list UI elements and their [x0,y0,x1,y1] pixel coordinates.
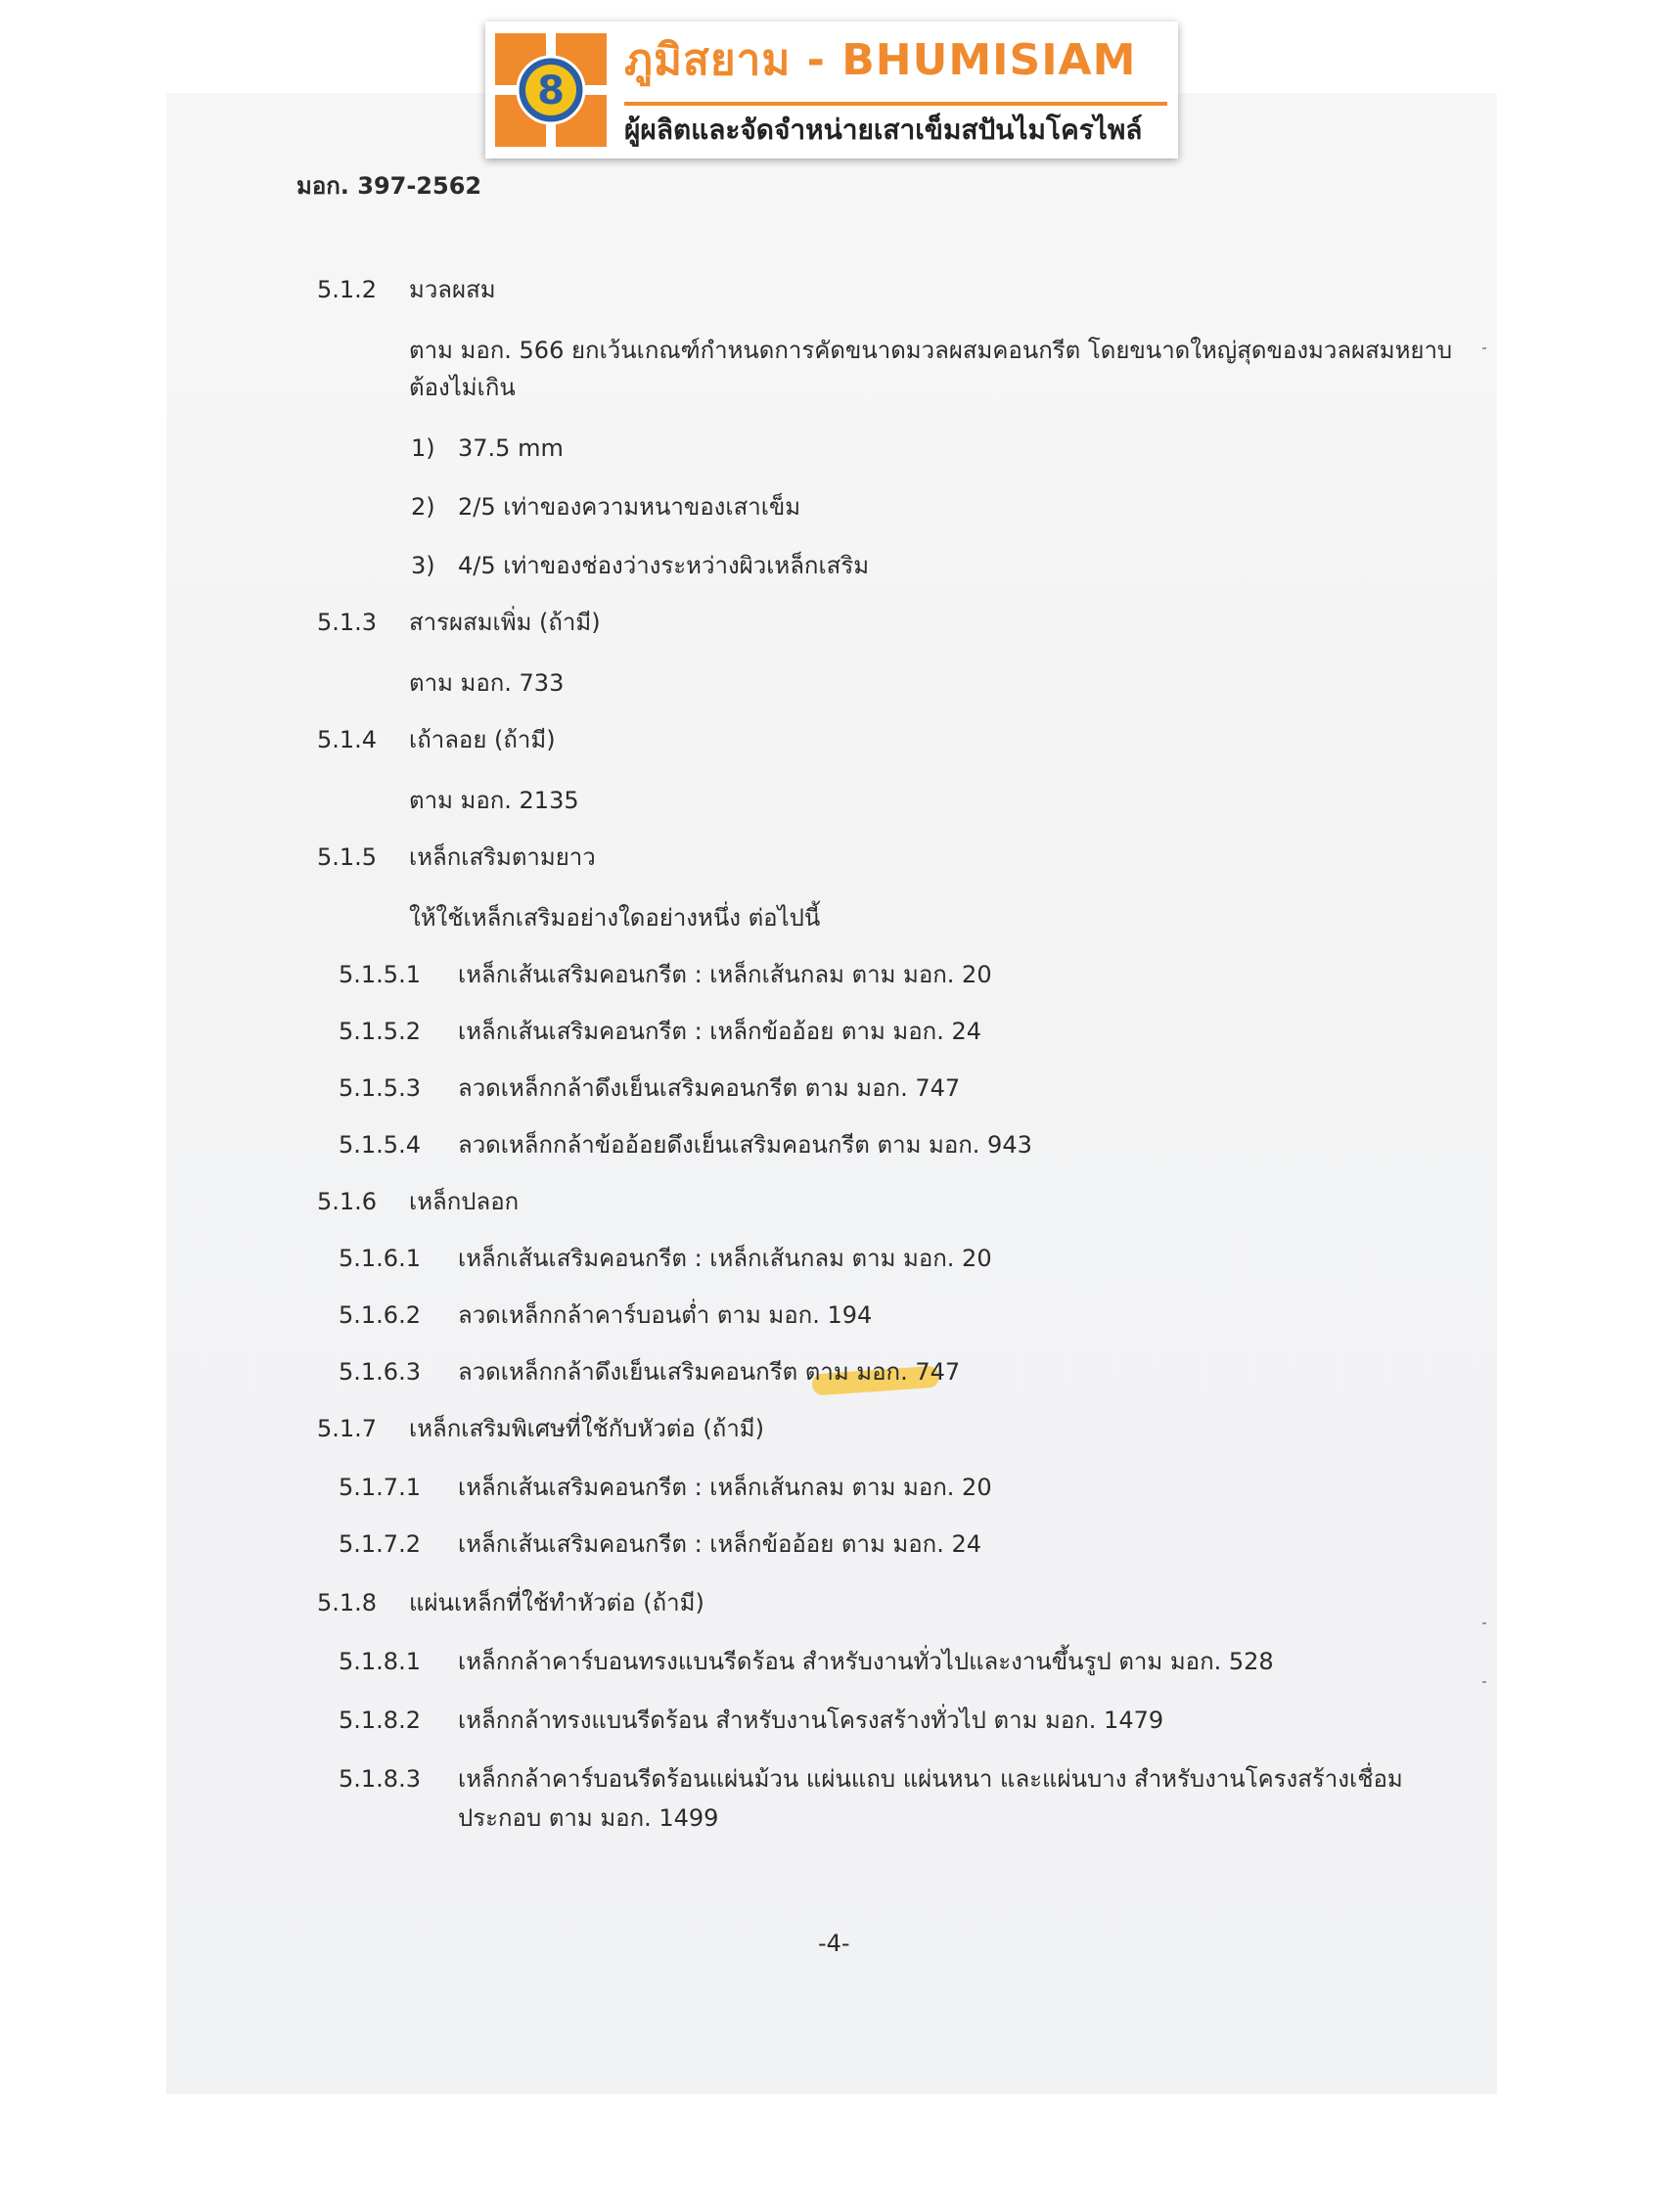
logo-glyph: 8 [537,68,565,114]
company-logo-banner [485,22,1178,159]
list-item-number: 3) [411,552,435,579]
section-title: สารผสมเพิ่ม (ถ้ามี) [409,609,601,636]
subsection-number: 5.1.7.1 [339,1474,421,1501]
paragraph: ให้ใช้เหล็กเสริมอย่างใดอย่างหนึ่ง ต่อไปนี้ [409,904,821,932]
logo-subtitle: ผู้ผลิตและจัดจำหน่ายเสาเข็มสปันไมโครไพล์ [624,114,1143,146]
section-title: แผ่นเหล็กที่ใช้ทำหัวต่อ (ถ้ามี) [409,1589,704,1616]
section-number: 5.1.4 [317,726,378,753]
subsection-number: 5.1.5.4 [339,1131,421,1159]
subsection-text: ลวดเหล็กกล้าข้ออ้อยดึงเย็นเสริมคอนกรีต ตาม มอก. 943 [458,1131,1032,1159]
subsection-text: ลวดเหล็กกล้าดึงเย็นเสริมคอนกรีต ตาม มอก. 747 [458,1074,961,1102]
subsection-number: 5.1.5.1 [339,961,421,988]
paragraph: ตาม มอก. 566 ยกเว้นเกณฑ์กำหนดการคัดขนาดมวลผสมคอนกรีต โดยขนาดใหญ่สุดของมวลผสมหยาบ [409,337,1453,364]
section-number: 5.1.2 [317,276,378,303]
list-item-text: 2/5 เท่าของความหนาของเสาเข็ม [458,493,801,521]
subsection-text: เหล็กกล้าคาร์บอนรีดร้อนแผ่นม้วน แผ่นแถบ แผ่นหนา และแผ่นบาง สำหรับงานโครงสร้างเชื่อม [458,1765,1403,1793]
subsection-text: เหล็กกล้าทรงแบนรีดร้อน สำหรับงานโครงสร้างทั่วไป ตาม มอก. 1479 [458,1707,1164,1734]
section-number: 5.1.8 [317,1589,378,1616]
subsection-text-continued: ประกอบ ตาม มอก. 1499 [458,1804,719,1832]
subsection-number: 5.1.6.2 [339,1301,421,1329]
paragraph: ตาม มอก. 2135 [409,787,579,814]
subsection-text: ลวดเหล็กกล้าดึงเย็นเสริมคอนกรีต ตาม มอก. 747 [458,1358,961,1386]
subsection-text: เหล็กกล้าคาร์บอนทรงแบนรีดร้อน สำหรับงานทั่วไปและงานขึ้นรูป ตาม มอก. 528 [458,1648,1274,1675]
subsection-text: เหล็กเส้นเสริมคอนกรีต : เหล็กข้ออ้อย ตาม มอก. 24 [458,1530,981,1558]
speck [1482,1622,1486,1624]
speck [1482,347,1486,349]
section-number: 5.1.7 [317,1415,378,1442]
subsection-number: 5.1.7.2 [339,1530,421,1558]
logo-title: ภูมิสยาม - BHUMISIAM [624,35,1137,85]
section-number: 5.1.6 [317,1188,378,1215]
bhumisiam-logo-icon [495,33,607,147]
subsection-number: 5.1.8.2 [339,1707,421,1734]
list-item-number: 2) [411,493,435,521]
page-number: -4- [818,1930,850,1957]
subsection-text: เหล็กเส้นเสริมคอนกรีต : เหล็กเส้นกลม ตาม มอก. 20 [458,1474,992,1501]
list-item-text: 37.5 mm [458,434,564,462]
subsection-number: 5.1.6.3 [339,1358,421,1386]
subsection-text: เหล็กเส้นเสริมคอนกรีต : เหล็กข้ออ้อย ตาม มอก. 24 [458,1018,981,1045]
section-number: 5.1.5 [317,843,378,871]
section-title: เหล็กเสริมพิเศษที่ใช้กับหัวต่อ (ถ้ามี) [409,1415,764,1442]
section-number: 5.1.3 [317,609,378,636]
subsection-text: ลวดเหล็กกล้าคาร์บอนต่ำ ตาม มอก. 194 [458,1301,873,1329]
section-title: เหล็กปลอก [409,1188,520,1215]
section-title: มวลผสม [409,276,496,303]
subsection-number: 5.1.6.1 [339,1245,421,1272]
list-item-number: 1) [411,434,435,462]
standard-number: มอก. 397-2562 [296,172,482,200]
subsection-number: 5.1.8.3 [339,1765,421,1793]
subsection-number: 5.1.5.2 [339,1018,421,1045]
subsection-number: 5.1.8.1 [339,1648,421,1675]
paragraph: ตาม มอก. 733 [409,669,565,697]
logo-divider [624,102,1167,106]
subsection-number: 5.1.5.3 [339,1074,421,1102]
subsection-text: เหล็กเส้นเสริมคอนกรีต : เหล็กเส้นกลม ตาม มอก. 20 [458,1245,992,1272]
subsection-text: เหล็กเส้นเสริมคอนกรีต : เหล็กเส้นกลม ตาม มอก. 20 [458,961,992,988]
speck [1482,1681,1486,1683]
section-title: เถ้าลอย (ถ้ามี) [409,726,556,753]
list-item-text: 4/5 เท่าของช่องว่างระหว่างผิวเหล็กเสริม [458,552,870,579]
paragraph: ต้องไม่เกิน [409,374,516,401]
section-title: เหล็กเสริมตามยาว [409,843,596,871]
